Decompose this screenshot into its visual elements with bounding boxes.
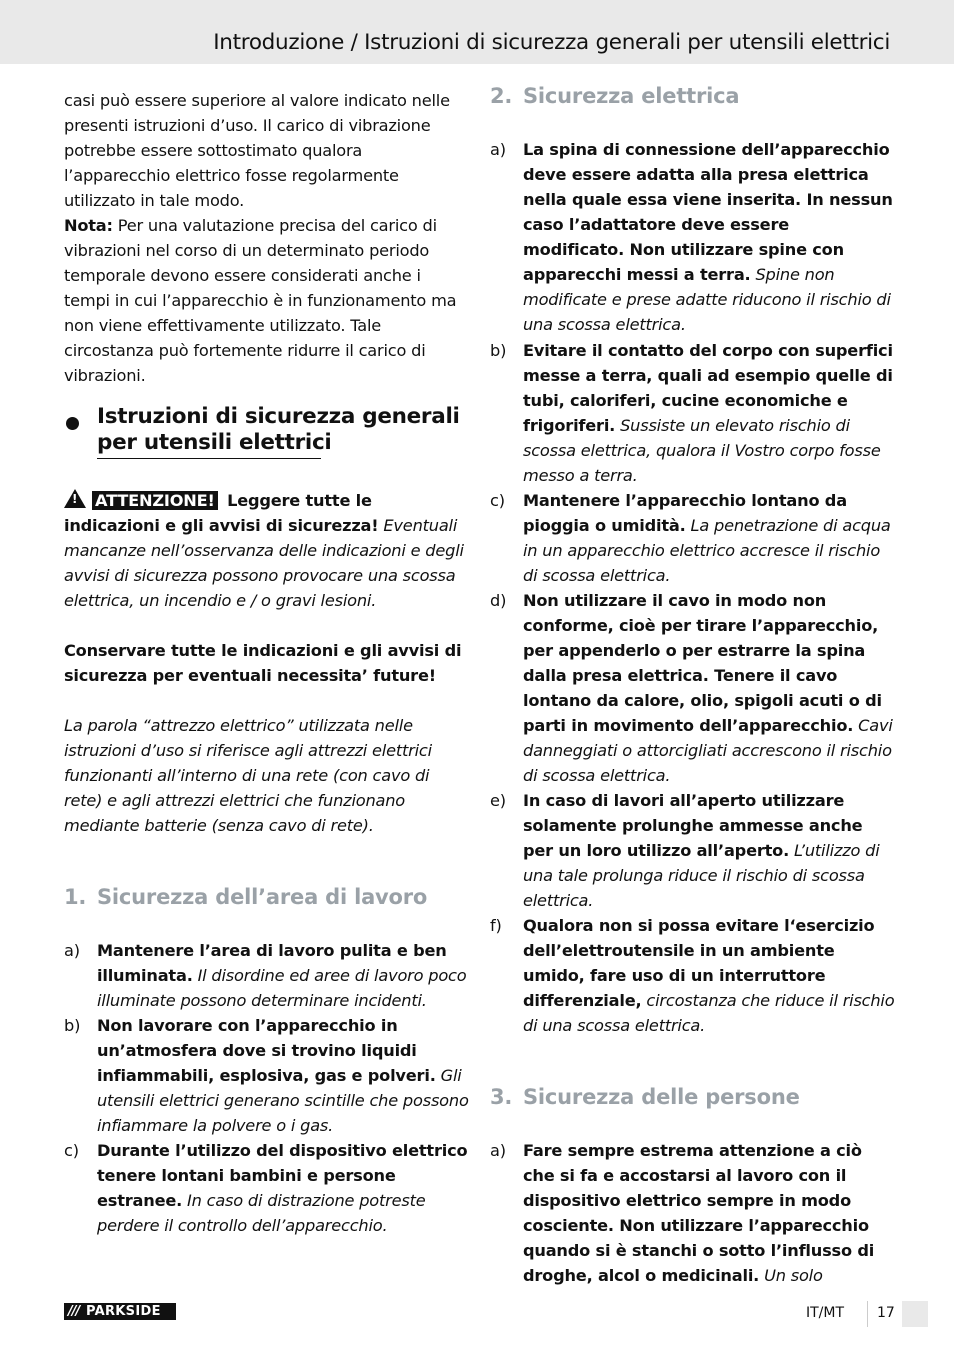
item-label: c)	[490, 491, 505, 510]
item-label: a)	[490, 1141, 506, 1160]
item-text	[523, 913, 895, 1038]
item-bold: Mantenere l’area di lavoro pulita e ben illuminata.	[97, 941, 447, 985]
item-italic: circostanza che riduce il rischio di una scossa elettrica.	[523, 991, 895, 1035]
item-italic: Cavi danneggiati o attorcigliati accrescono il rischio di scossa elettrica.	[523, 716, 893, 785]
definition-paragraph: La parola “attrezzo elettrico” utilizzata nelle istruzioni d’uso si riferisce agli attrezzi elettrici funzionanti all’interno di una rete (con cavo di rete) e agli attrezzi elettrici che funzionano mediante batterie (senza cavo di rete).	[64, 716, 432, 835]
item-text	[523, 788, 895, 913]
item-italic: In caso di distrazione potreste perdere il controllo dell’apparecchio.	[97, 1191, 426, 1235]
heading-line-1: Istruzioni di sicurezza generali	[97, 404, 460, 429]
footer-tab	[902, 1301, 928, 1327]
conserve-paragraph: Conservare tutte le indicazioni e gli avvisi di sicurezza per eventuali necessita’ future!	[64, 641, 462, 685]
section-2-heading	[490, 84, 739, 108]
section-1-number: 1.	[64, 885, 87, 909]
item-italic: Un solo	[759, 1266, 823, 1285]
note-text: Per una valutazione precisa del carico di vibrazioni nel corso di un determinato periodo temporale devono essere considerati anche i tempi in cui l’apparecchio è in funzionamento ma non viene effettivamente utilizzato. Tale circostanza può fortemente ridurre il carico di vibrazioni.	[64, 216, 457, 385]
logo-slashes: ///	[68, 1304, 80, 1319]
section-1-heading	[64, 885, 427, 909]
item-label: d)	[490, 591, 507, 610]
warning-italic-text: Eventuali mancanze nell’osservanza delle indicazioni e degli avvisi di sicurezza possono provocare una scossa elettrica, un incendio e / o gravi lesioni.	[64, 516, 464, 610]
parkside-logo	[64, 1303, 176, 1320]
item-label: e)	[490, 791, 506, 810]
item-label: a)	[490, 140, 506, 159]
section-3-heading	[490, 1085, 800, 1109]
item-italic: Sussiste un elevato rischio di scossa elettrica, qualora il Vostro corpo fosse messo a terra.	[523, 416, 881, 485]
item-text	[97, 1138, 469, 1238]
language-code: IT/MT	[806, 1305, 845, 1321]
item-italic: Spine non modificate e prese adatte riducono il rischio di una scossa elettrica.	[523, 265, 891, 334]
item-text	[97, 1013, 469, 1138]
section-2-number: 2.	[490, 84, 513, 108]
heading-line-2: per utensili elettrici	[97, 430, 332, 455]
item-label: f)	[490, 916, 502, 935]
warning-triangle-icon	[64, 489, 86, 508]
intro-paragraph: casi può essere superiore al valore indicato nelle presenti istruzioni d’uso. Il carico di vibrazione potrebbe essere sottostimato qualora l’apparecchio elettrico fosse regolarmente utilizzato in tale modo.	[64, 91, 450, 210]
item-label: b)	[490, 341, 507, 360]
item-bold: Fare sempre estrema attenzione a ciò che si fa e accostarsi al lavoro con il dispositivo elettrico sempre in modo cosciente. Non utilizzare l’apparecchio quando si è stanchi o sotto l’influsso di droghe, alcol o medicinali.	[523, 1141, 875, 1285]
page-title: Introduzione / Istruzioni di sicurezza generali per utensili elettrici	[213, 30, 890, 55]
page-header	[0, 0, 954, 64]
item-italic: Gli utensili elettrici generano scintille che possono infiammare la polvere o i gas.	[97, 1066, 469, 1135]
section-3-title: Sicurezza delle persone	[523, 1085, 800, 1109]
attention-badge: ATTENZIONE!	[92, 491, 218, 510]
heading-text	[97, 404, 460, 456]
warning-symbol: !	[72, 492, 78, 506]
page-number: 17	[877, 1305, 895, 1321]
item-bold: Durante l’utilizzo del dispositivo elettrico tenere lontani bambini e persone estranee.	[97, 1141, 468, 1210]
item-text	[523, 137, 895, 337]
footer-divider	[867, 1301, 868, 1327]
item-bold: Mantenere l’apparecchio lontano da pioggia o umidità.	[523, 491, 847, 535]
heading-underline	[97, 458, 321, 459]
section-3-number: 3.	[490, 1085, 513, 1109]
item-italic: La penetrazione di acqua in un apparecchio elettrico accresce il rischio di scossa elettrica.	[523, 516, 891, 585]
warning-paragraph	[64, 488, 466, 613]
logo-brand: PARKSIDE	[86, 1304, 161, 1319]
note-label: Nota:	[64, 216, 113, 235]
item-text	[523, 588, 895, 788]
section-1-title: Sicurezza dell’area di lavoro	[97, 885, 428, 909]
item-bold: Qualora non si possa evitare l‘esercizio dell’elettroutensile in un ambiente umido, fare uso di un interruttore differenziale,	[523, 916, 875, 1010]
section-2-title: Sicurezza elettrica	[523, 84, 740, 108]
bullet-icon	[66, 417, 79, 430]
item-text	[523, 338, 895, 488]
item-bold: Non lavorare con l’apparecchio in un’atmosfera dove si trovino liquidi infiammabili, esplosiva, gas e polveri.	[97, 1016, 436, 1085]
item-label: c)	[64, 1141, 79, 1160]
item-text	[97, 938, 469, 1013]
item-bold: In caso di lavori all’aperto utilizzare solamente prolunghe ammesse anche per un loro utilizzo all’aperto.	[523, 791, 863, 860]
item-bold: Evitare il contatto del corpo con superfici messe a terra, quali ad esempio quelle di tubi, caloriferi, cucine economiche e frigoriferi.	[523, 341, 893, 435]
item-bold: La spina di connessione dell’apparecchio deve essere adatta alla presa elettrica nella quale essa viene inserita. In nessun caso l’adattatore deve essere modificato. Non utilizzare spine con apparecchi messi a terra.	[523, 140, 893, 284]
item-text	[523, 1138, 895, 1288]
warning-bold-text: Leggere tutte le indicazioni e gli avvisi di sicurezza!	[64, 491, 379, 535]
item-italic: Il disordine ed aree di lavoro poco illuminate possono determinare incidenti.	[97, 966, 467, 1010]
note-paragraph	[64, 213, 466, 388]
item-label: b)	[64, 1016, 81, 1035]
item-bold: Non utilizzare il cavo in modo non conforme, cioè per tirare l’apparecchio, per appenderlo o per estrarre la spina dalla presa elettrica. Tenere il cavo lontano da calore, olio, spigoli acuti o di parti in movimento dell’apparecchio.	[523, 591, 882, 735]
item-label: a)	[64, 941, 80, 960]
item-text	[523, 488, 895, 588]
item-italic: L’utilizzo di una tale prolunga riduce il rischio di scossa elettrica.	[523, 841, 880, 910]
